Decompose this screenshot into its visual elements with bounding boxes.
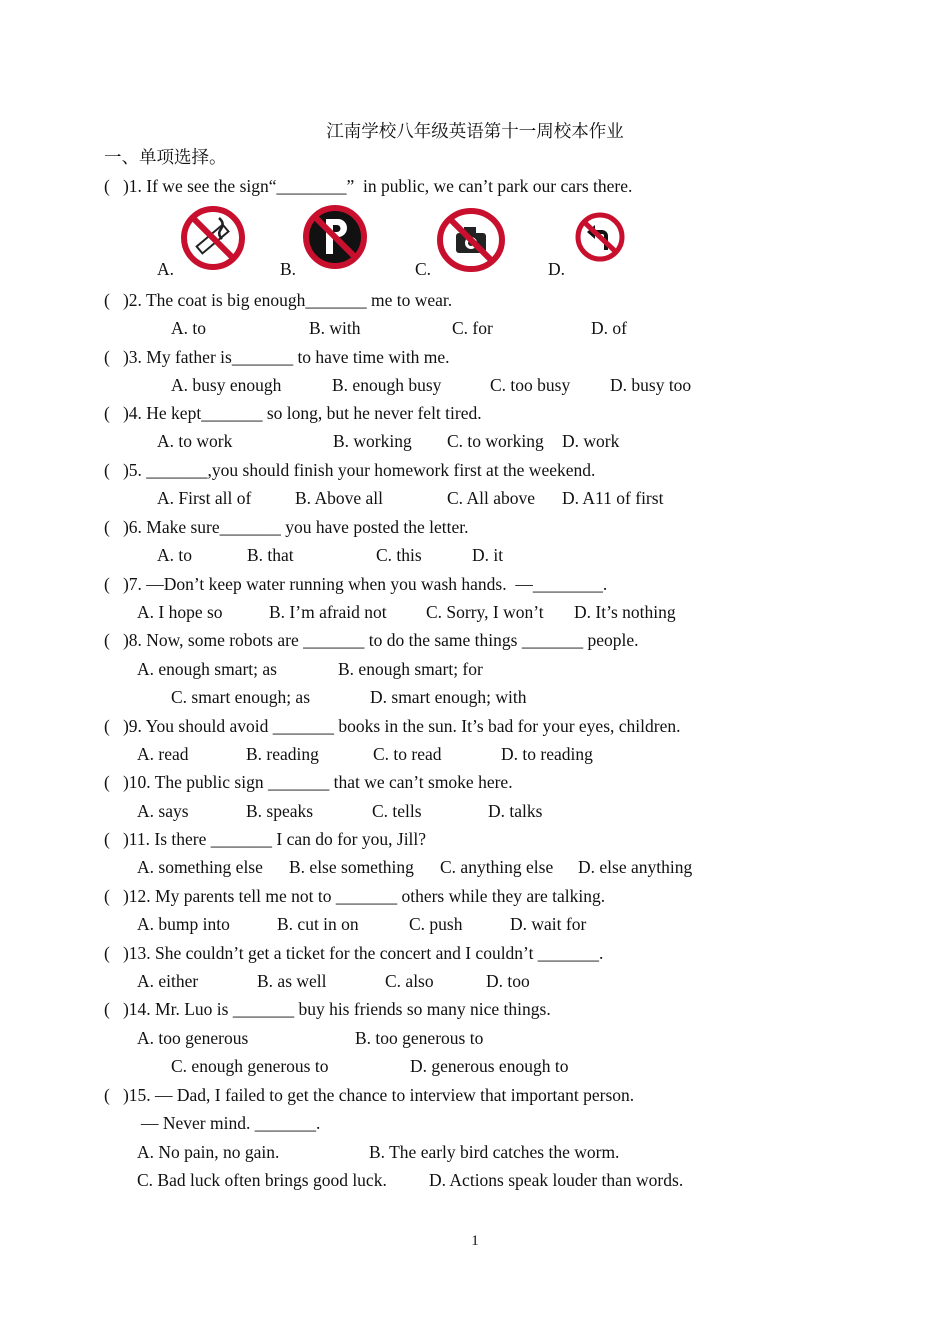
q3-option-c: C. too busy xyxy=(490,375,571,395)
section-heading: 一、单项选择。 xyxy=(104,147,227,167)
q8-option-d: D. smart enough; with xyxy=(370,687,527,707)
q5-option-a: A. First all of xyxy=(157,488,252,508)
q1-option-d-label: D. xyxy=(548,259,566,279)
q15-reply: — Never mind. _______. xyxy=(141,1113,321,1133)
q3-option-b: B. enough busy xyxy=(332,375,442,395)
q2-option-a: A. to xyxy=(171,318,206,338)
q12-option-b: B. cut in on xyxy=(277,914,359,934)
q1-option-b-label: B. xyxy=(280,259,297,279)
q12-option-d: D. wait for xyxy=(510,914,587,934)
q4-option-d: D. work xyxy=(562,431,620,451)
question-2-stem: ( )2. The coat is big enough_______ me to wear. xyxy=(104,290,453,310)
question-8-stem: ( )8. Now, some robots are _______ to do the same things _______ people. xyxy=(104,630,639,650)
q11-option-d: D. else anything xyxy=(578,857,693,877)
q15-option-a: A. No pain, no gain. xyxy=(137,1142,280,1162)
question-12-stem: ( )12. My parents tell me not to _______ others while they are talking. xyxy=(104,886,606,906)
q4-option-c: C. to working xyxy=(447,431,544,451)
q12-option-c: C. push xyxy=(409,914,463,934)
q10-option-b: B. speaks xyxy=(246,801,314,821)
q6-option-a: A. to xyxy=(157,545,192,565)
q15-option-d: D. Actions speak louder than words. xyxy=(429,1170,684,1190)
q5-option-d: D. A11 of first xyxy=(562,488,664,508)
q1-option-a-label: A. xyxy=(157,259,175,279)
q5-option-c: C. All above xyxy=(447,488,535,508)
q13-option-d: D. too xyxy=(486,971,530,991)
q7-option-a: A. I hope so xyxy=(137,602,223,622)
question-15-stem: ( )15. — Dad, I failed to get the chance to interview that important person. xyxy=(104,1085,635,1105)
q11-option-a: A. something else xyxy=(137,857,263,877)
q13-option-b: B. as well xyxy=(257,971,327,991)
no-left-turn-sign-icon xyxy=(574,212,626,262)
q14-option-c: C. enough generous to xyxy=(171,1056,329,1076)
q2-option-c: C. for xyxy=(452,318,493,338)
question-9-stem: ( )9. You should avoid _______ books in the sun. It’s bad for your eyes, children. xyxy=(104,716,681,736)
q1-option-c-label: C. xyxy=(415,259,432,279)
q7-option-c: C. Sorry, I won’t xyxy=(426,602,544,622)
question-14-stem: ( )14. Mr. Luo is _______ buy his friends so many nice things. xyxy=(104,999,551,1019)
q9-option-d: D. to reading xyxy=(501,744,593,764)
q7-option-d: D. It’s nothing xyxy=(574,602,676,622)
q14-option-d: D. generous enough to xyxy=(410,1056,569,1076)
q2-option-b: B. with xyxy=(309,318,361,338)
q6-option-b: B. that xyxy=(247,545,294,565)
q6-option-d: D. it xyxy=(472,545,504,565)
question-6-stem: ( )6. Make sure_______ you have posted the letter. xyxy=(104,517,469,537)
question-1-stem: ( )1. If we see the sign“________” in public, we can’t park our cars there. xyxy=(104,176,633,196)
q15-option-b: B. The early bird catches the worm. xyxy=(369,1142,620,1162)
page-number: 1 xyxy=(471,1233,479,1249)
question-5-stem: ( )5. _______,you should finish your homework first at the weekend. xyxy=(104,460,596,480)
q7-option-b: B. I’m afraid not xyxy=(269,602,387,622)
question-7-stem: ( )7. —Don’t keep water running when you wash hands. —________. xyxy=(104,574,608,594)
q9-option-c: C. to read xyxy=(373,744,442,764)
q9-option-b: B. reading xyxy=(246,744,319,764)
page-title: 江南学校八年级英语第十一周校本作业 xyxy=(326,121,624,141)
no-parking-sign-icon xyxy=(302,204,368,270)
question-11-stem: ( )11. Is there _______ I can do for you, Jill? xyxy=(104,829,427,849)
question-10-stem: ( )10. The public sign _______ that we can’t smoke here. xyxy=(104,772,513,792)
q2-option-d: D. of xyxy=(591,318,627,338)
q8-option-b: B. enough smart; for xyxy=(338,659,483,679)
q11-option-b: B. else something xyxy=(289,857,414,877)
q10-option-a: A. says xyxy=(137,801,189,821)
q14-option-b: B. too generous to xyxy=(355,1028,484,1048)
q14-option-a: A. too generous xyxy=(137,1028,249,1048)
q8-option-a: A. enough smart; as xyxy=(137,659,277,679)
question-3-stem: ( )3. My father is_______ to have time with me. xyxy=(104,347,450,367)
q11-option-c: C. anything else xyxy=(440,857,554,877)
q12-option-a: A. bump into xyxy=(137,914,230,934)
no-smoking-sign-icon xyxy=(179,204,247,272)
q3-option-d: D. busy too xyxy=(610,375,692,395)
q8-option-c: C. smart enough; as xyxy=(171,687,311,707)
q13-option-c: C. also xyxy=(385,971,434,991)
q15-option-c: C. Bad luck often brings good luck. xyxy=(137,1170,387,1190)
q10-option-d: D. talks xyxy=(488,801,543,821)
q4-option-b: B. working xyxy=(333,431,412,451)
q4-option-a: A. to work xyxy=(157,431,233,451)
question-13-stem: ( )13. She couldn’t get a ticket for the concert and I couldn’t _______. xyxy=(104,943,604,963)
q5-option-b: B. Above all xyxy=(295,488,383,508)
question-4-stem: ( )4. He kept_______ so long, but he never felt tired. xyxy=(104,403,482,423)
q10-option-c: C. tells xyxy=(372,801,422,821)
q13-option-a: A. either xyxy=(137,971,199,991)
q6-option-c: C. this xyxy=(376,545,422,565)
q3-option-a: A. busy enough xyxy=(171,375,282,395)
q9-option-a: A. read xyxy=(137,744,189,764)
no-photography-sign-icon xyxy=(436,207,506,273)
